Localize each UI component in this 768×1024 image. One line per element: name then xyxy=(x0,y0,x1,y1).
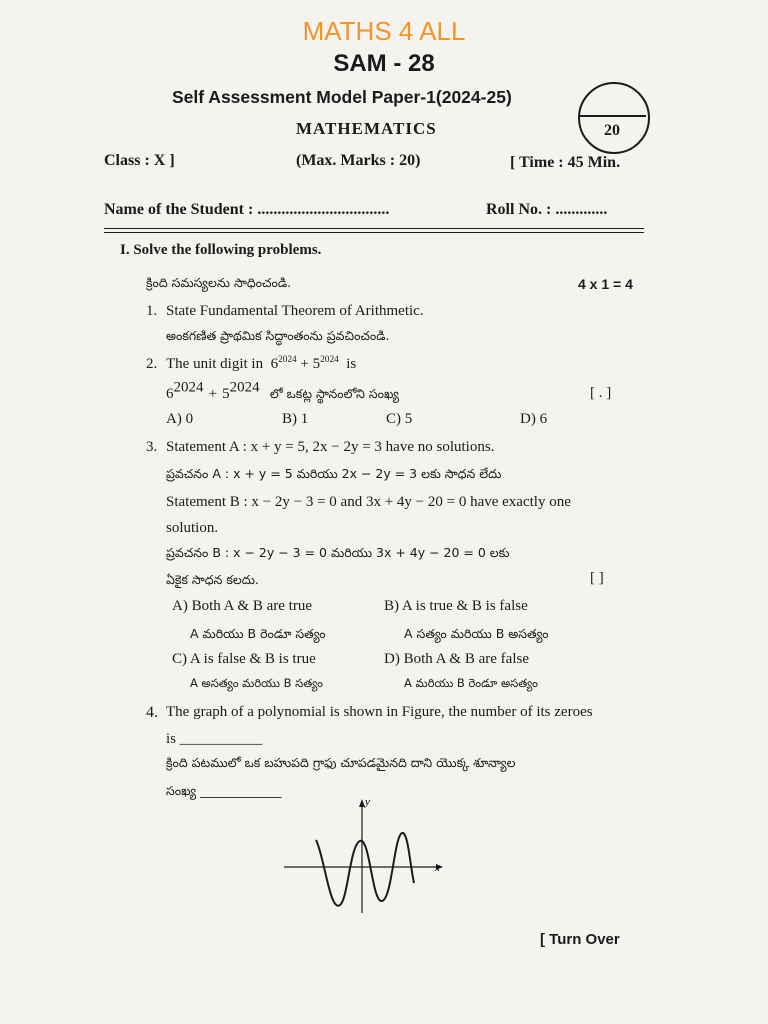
q4-text-telugu-line1: క్రింది పటములో ఒక బహుపది గ్రాఫు చూపడమైనది దాని యొక్క శూన్యాల xyxy=(166,755,516,770)
q2-exp1: 2024 xyxy=(278,355,297,365)
q2-te-exp2: 2024 xyxy=(229,379,260,396)
y-axis-label: y xyxy=(365,796,370,808)
q3-statement-a: Statement A : x + y = 5, 2x − 2y = 3 have no solutions. xyxy=(166,439,495,455)
q2-option-b: B) 1 xyxy=(282,411,309,427)
q3-option-a: A) Both A & B are true xyxy=(172,598,312,614)
q4-text-telugu-line2: సంఖ్య _____________ xyxy=(166,783,282,798)
q2-te-plus: + xyxy=(208,386,218,402)
q2-suffix: is xyxy=(346,356,357,372)
q2-plus: + xyxy=(300,356,309,372)
q3-number: 3. xyxy=(146,439,158,455)
q3-option-b-telugu: A సత్యం మరియు B అసత్యం xyxy=(404,626,549,641)
q3-option-c-telugu: A అసత్యం మరియు B సత్యం xyxy=(190,676,323,690)
roll-no-field: Roll No. : ............. xyxy=(486,201,608,218)
class-label: Class : X ] xyxy=(104,152,175,169)
marks-circle xyxy=(578,82,650,154)
q3-statement-b-line1: Statement B : x − 2y − 3 = 0 and 3x + 4y − 20 = 0 have exactly one xyxy=(166,494,571,510)
q3-statement-b-telugu-line1: ప్రవచనం B : x − 2y − 3 = 0 మరియు 3x + 4y − 20 = 0 లకు xyxy=(166,545,510,560)
paper-title: Self Assessment Model Paper-1(2024-25) xyxy=(172,87,512,107)
watermark-title: MATHS 4 ALL xyxy=(302,16,466,46)
q2-prefix: The unit digit in xyxy=(166,356,264,372)
q2-exp2: 2024 xyxy=(320,355,339,365)
polynomial-curve xyxy=(316,833,414,906)
x-axis-label: x xyxy=(435,862,440,874)
q3-option-b: B) A is true & B is false xyxy=(384,598,528,614)
max-marks: (Max. Marks : 20) xyxy=(296,152,421,169)
q2-option-c: C) 5 xyxy=(386,411,413,427)
q4-text-line2: is ___________ xyxy=(166,731,263,747)
q1-text: State Fundamental Theorem of Arithmetic. xyxy=(166,303,424,319)
q2-te-base2: 5 xyxy=(222,386,230,402)
time-label: [ Time : 45 Min. xyxy=(510,154,621,171)
polynomial-graph xyxy=(280,795,450,915)
paper-code: SAM - 28 xyxy=(333,50,435,77)
q2-text xyxy=(166,356,356,373)
section-marks: 4 x 1 = 4 xyxy=(578,276,633,292)
q4-number: 4. xyxy=(146,704,158,721)
q3-statement-b-line2: solution. xyxy=(166,520,219,536)
double-rule xyxy=(104,228,644,233)
section-title: I. Solve the following problems. xyxy=(120,242,322,258)
q2-telugu-line xyxy=(166,379,399,405)
q2-number: 2. xyxy=(146,356,158,372)
q3-statement-b-telugu-line2: ఏకైక సాధన కలదు. xyxy=(166,572,259,587)
subject-title: MATHEMATICS xyxy=(296,119,437,138)
q1-text-telugu: అంకగణిత ప్రాథమిక సిద్ధాంతంను ప్రవచించండి. xyxy=(166,328,390,343)
q4-text-line1: The graph of a polynomial is shown in Figure, the number of its zeroes xyxy=(166,704,593,720)
q3-option-d-telugu: A మరియు B రెండూ అసత్యం xyxy=(404,676,538,690)
turn-over: [ Turn Over xyxy=(540,931,620,948)
q2-base2: 5 xyxy=(312,356,321,372)
q1-number: 1. xyxy=(146,303,158,319)
student-name-field: Name of the Student : ................................. xyxy=(104,201,390,218)
q2-answer-bracket: [ . ] xyxy=(590,385,612,401)
q2-te-suffix: లో ఒకట్ల స్థానంలోని సంఖ్య xyxy=(269,386,399,401)
q3-option-d: D) Both A & B are false xyxy=(384,651,529,667)
q3-option-c: C) A is false & B is true xyxy=(172,651,316,667)
q2-te-exp1: 2024 xyxy=(173,379,204,396)
total-marks: 20 xyxy=(604,122,620,139)
section-title-telugu: క్రింది సమస్యలను సాధించండి. xyxy=(146,275,292,290)
q3-answer-bracket: [ ] xyxy=(590,570,604,586)
q3-statement-a-telugu: ప్రవచనం A : x + y = 5 మరియు 2x − 2y = 3 లకు సాధన లేదు xyxy=(166,466,502,481)
marks-circle-divider xyxy=(580,115,646,117)
q2-base1: 6 xyxy=(270,356,279,372)
q2-option-a: A) 0 xyxy=(166,411,194,427)
q2-option-d: D) 6 xyxy=(520,411,548,427)
q2-te-base1: 6 xyxy=(166,386,174,402)
q3-option-a-telugu: A మరియు B రెండూ సత్యం xyxy=(190,626,326,641)
